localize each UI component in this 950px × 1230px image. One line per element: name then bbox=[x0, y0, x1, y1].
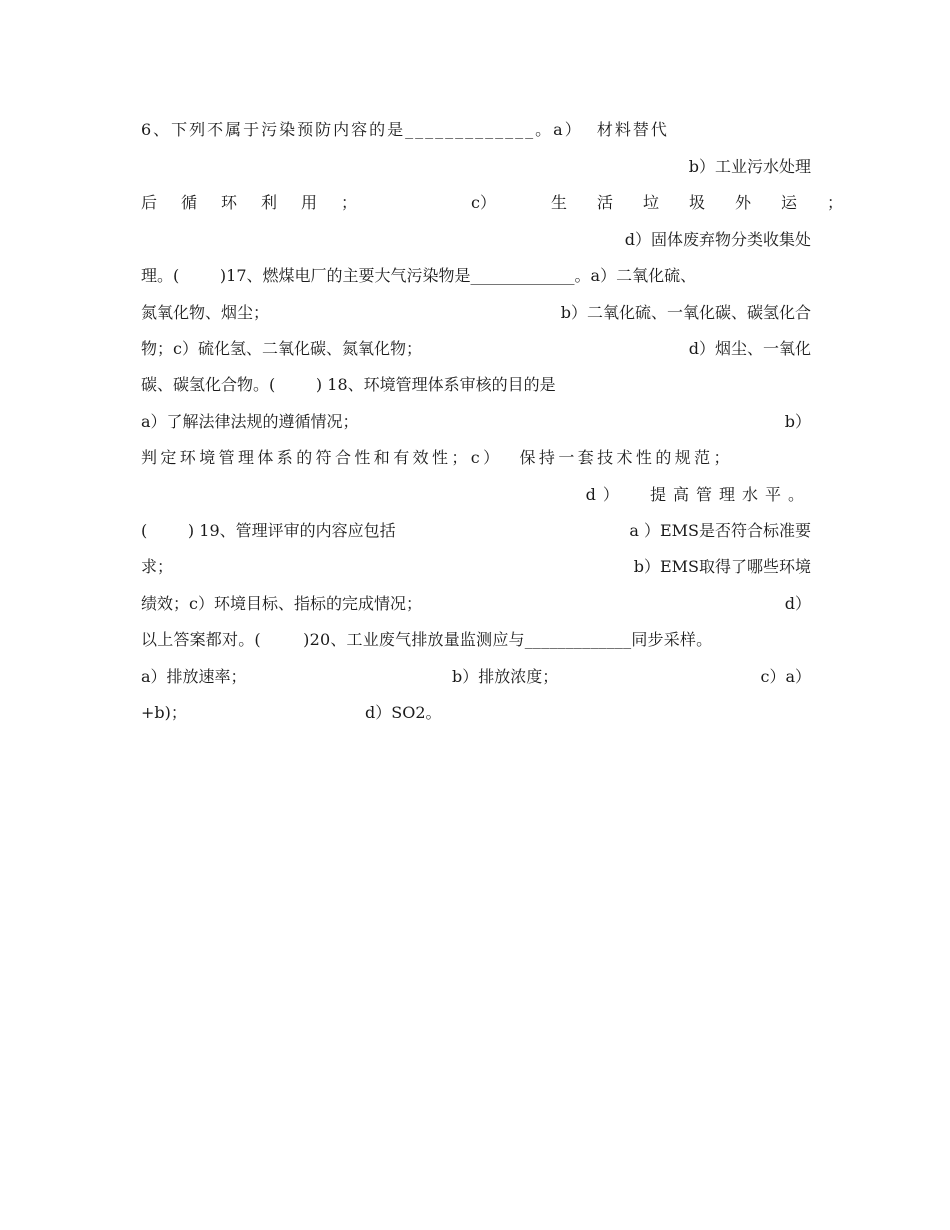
line-segment: +b)； bbox=[141, 703, 187, 722]
line-segment: d）SO2。 bbox=[365, 703, 442, 722]
line-segment: c）a） bbox=[760, 667, 811, 686]
text-line-q19-option-c bbox=[141, 590, 811, 618]
line-segment: 理。( )17、燃煤电厂的主要大气污染物是_____________。a）二氧化硫、 bbox=[141, 266, 697, 285]
text-line-q18-option-d bbox=[141, 481, 811, 509]
text-line-q18-stem bbox=[141, 371, 811, 399]
text-line-q17-options-cd bbox=[141, 335, 811, 363]
line-segment: 6、下列不属于污染预防内容的是_____________。a） 材料替代 bbox=[141, 120, 669, 139]
line-segment: a）排放速率； bbox=[141, 667, 247, 686]
line-segment: b）工业污水处理 bbox=[688, 157, 811, 176]
line-segment: d）固体废弃物分类收集处 bbox=[624, 230, 811, 249]
line-segment: 判定环境管理体系的符合性和有效性；c） 保持一套技术性的规范； bbox=[141, 448, 733, 467]
text-line-q18-option-a bbox=[141, 408, 811, 436]
line-segment: 氮氧化物、烟尘； bbox=[141, 303, 270, 322]
text-line-q19-option-b bbox=[141, 553, 811, 581]
text-line-q20-options-abc bbox=[141, 663, 811, 691]
line-segment: 生活垃圾外运； bbox=[551, 193, 874, 212]
line-segment: ( ) 19、管理评审的内容应包括 bbox=[141, 521, 396, 540]
line-segment: d） bbox=[784, 594, 811, 613]
line-segment: a）了解法律法规的遵循情况； bbox=[141, 412, 359, 431]
line-segment: d） 提高管理水平。 bbox=[585, 485, 811, 504]
text-line-q16-option-d bbox=[141, 226, 811, 254]
line-segment: b）二氧化硫、一氧化碳、碳氢化合 bbox=[560, 303, 811, 322]
text-line-q19-stem bbox=[141, 517, 811, 545]
line-segment: b） bbox=[784, 412, 811, 431]
text-line-q18-options-bc bbox=[141, 444, 811, 472]
line-segment: 求； bbox=[141, 557, 174, 576]
line-segment: d）烟尘、一氧化 bbox=[688, 339, 811, 358]
line-segment: 物；c）硫化氢、二氧化碳、氮氧化物； bbox=[141, 339, 422, 358]
text-line-q20-stem bbox=[141, 626, 811, 654]
line-segment: b）EMS取得了哪些环境 bbox=[633, 557, 811, 576]
line-segment: 绩效；c）环境目标、指标的完成情况； bbox=[141, 594, 422, 613]
line-segment: 碳、碳氢化合物。( ) 18、环境管理体系审核的目的是 bbox=[141, 375, 556, 394]
text-line-q16-option-c bbox=[141, 189, 874, 217]
text-line-q17-stem bbox=[141, 262, 811, 290]
line-segment: c） bbox=[471, 193, 496, 212]
text-line-q16-option-b bbox=[141, 153, 811, 181]
text-line-q16-stem bbox=[141, 116, 811, 144]
line-segment: a ）EMS是否符合标准要 bbox=[629, 521, 811, 540]
line-segment: 后循环利用； bbox=[141, 193, 382, 212]
text-line-q17-options-ab bbox=[141, 299, 811, 327]
line-segment: b）排放浓度； bbox=[452, 667, 559, 686]
line-segment: 以上答案都对。( )20、工业废气排放量监测应与_____________同步采样。 bbox=[141, 630, 713, 649]
text-line-q20-option-d bbox=[141, 699, 811, 727]
